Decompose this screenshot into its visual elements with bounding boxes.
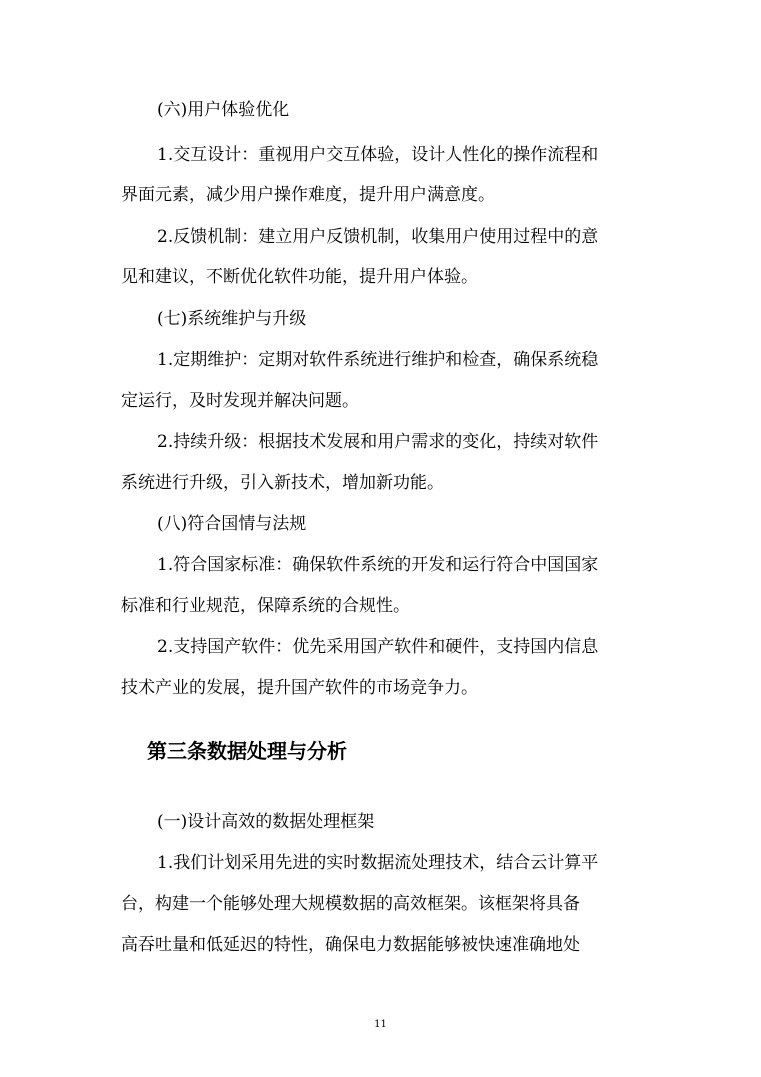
paragraph-line: 标准和行业规范，保障系统的合规性。 xyxy=(121,596,410,616)
article-heading: 第三条数据处理与分析 xyxy=(147,739,347,763)
page-number: 11 xyxy=(374,1019,387,1030)
paragraph-line: 2.反馈机制：建立用户反馈机制，收集用户使用过程中的意 xyxy=(157,227,599,247)
paragraph-line: 2.持续升级：根据技术发展和用户需求的变化，持续对软件 xyxy=(157,432,599,452)
section-heading-8: (八)符合国情与法规 xyxy=(157,514,307,534)
paragraph-line: 定运行，及时发现并解决问题。 xyxy=(121,391,359,411)
paragraph-line: 1.定期维护：定期对软件系统进行维护和检查，确保系统稳 xyxy=(157,350,599,370)
paragraph-line: 技术产业的发展，提升国产软件的市场竞争力。 xyxy=(121,678,478,698)
paragraph-line: 1.符合国家标准：确保软件系统的开发和运行符合中国国家 xyxy=(157,555,599,575)
paragraph-line: 系统进行升级，引入新技术，增加新功能。 xyxy=(121,473,444,493)
paragraph-line: 台，构建一个能够处理大规模数据的高效框架。该框架将具备 xyxy=(121,894,580,914)
section-heading-1: (一)设计高效的数据处理框架 xyxy=(157,812,375,832)
section-heading-7: (七)系统维护与升级 xyxy=(157,309,307,329)
paragraph-line: 1.我们计划采用先进的实时数据流处理技术，结合云计算平 xyxy=(157,853,599,873)
paragraph-line: 1.交互设计：重视用户交互体验，设计人性化的操作流程和 xyxy=(157,145,599,165)
section-heading-6: (六)用户体验优化 xyxy=(157,100,290,120)
paragraph-line: 见和建议，不断优化软件功能，提升用户体验。 xyxy=(121,267,478,287)
paragraph-line: 高吞吐量和低延迟的特性，确保电力数据能够被快速准确地处 xyxy=(121,935,580,955)
paragraph-line: 界面元素，减少用户操作难度，提升用户满意度。 xyxy=(121,185,495,205)
paragraph-line: 2.支持国产软件：优先采用国产软件和硬件，支持国内信息 xyxy=(157,637,599,657)
